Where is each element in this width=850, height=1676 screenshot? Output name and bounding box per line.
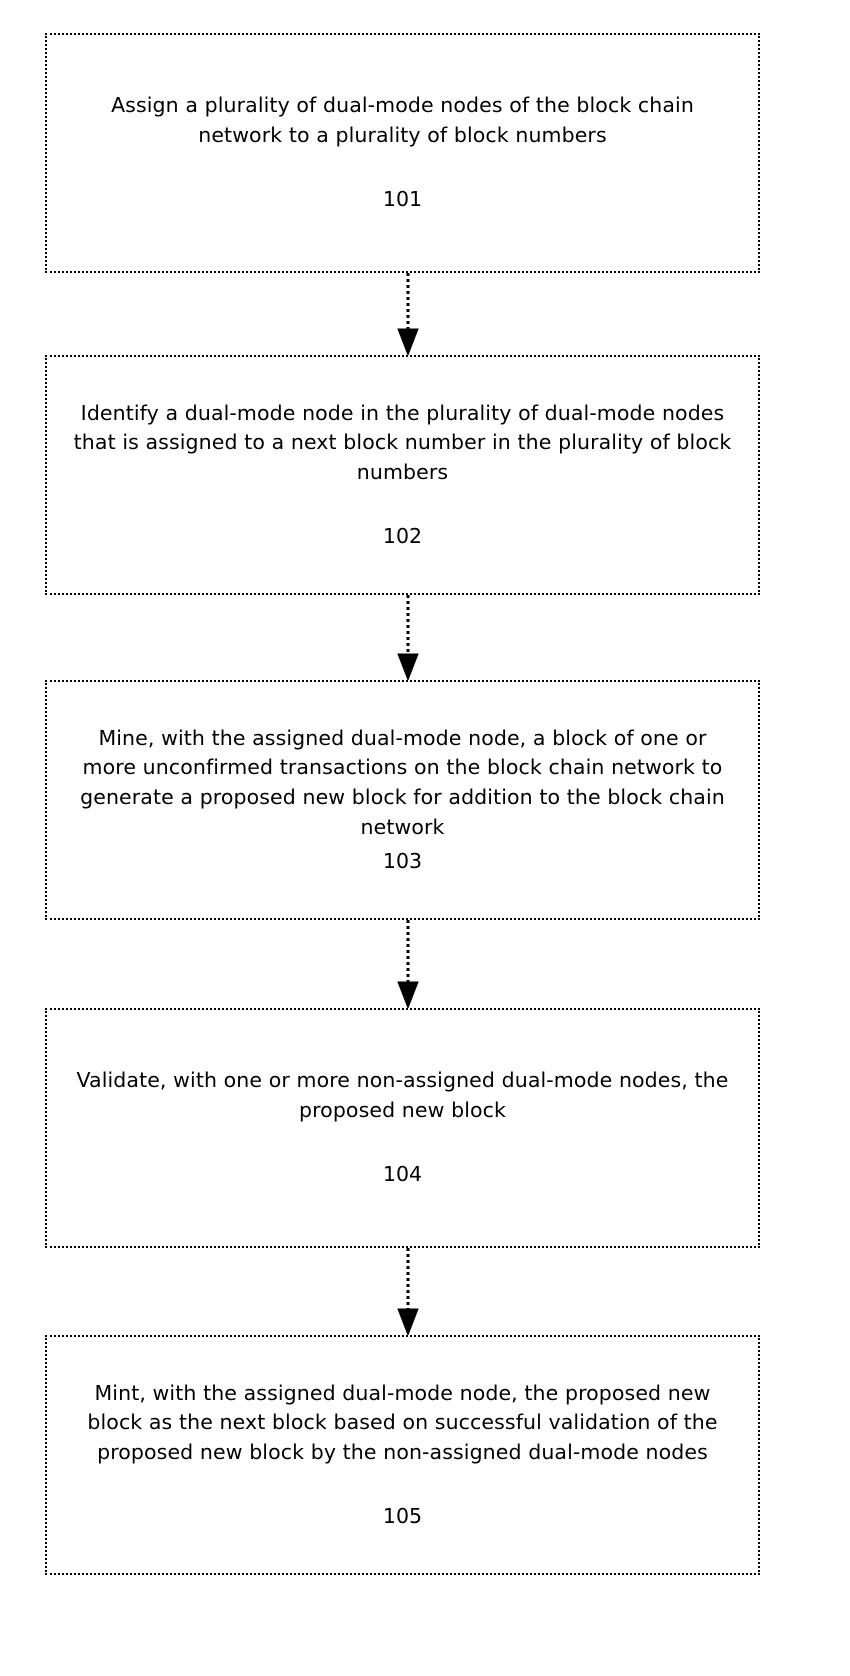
flowchart-step-101 <box>45 33 760 273</box>
step-105-text: Mint, with the assigned dual-mode node, the proposed new block as the next block based on successful validation of the proposed new block by the non-assigned dual-mode nodes <box>87 1380 718 1464</box>
step-104-number: 104 <box>382 1161 423 1186</box>
step-103-number: 103 <box>382 848 423 873</box>
flowchart-step-104 <box>45 1008 760 1248</box>
connector-arrow-104-105 <box>395 1248 421 1335</box>
flowchart-step-105 <box>45 1335 760 1575</box>
step-102-number: 102 <box>382 523 423 548</box>
connector-arrow-103-104 <box>395 920 421 1008</box>
step-101-text: Assign a plurality of dual-mode nodes of the block chain network to a plurality of block numbers <box>111 93 694 148</box>
step-105-number: 105 <box>382 1503 423 1528</box>
connector-arrow-101-102 <box>395 273 421 355</box>
connector-arrow-102-103 <box>395 595 421 680</box>
step-104-text: Validate, with one or more non-assigned dual-mode nodes, the proposed new block <box>76 1068 729 1123</box>
step-102-text: Identify a dual-mode node in the plurality of dual-mode nodes that is assigned to a next block number in the plurality of block numbers <box>73 400 732 484</box>
step-101-number: 101 <box>382 186 423 211</box>
step-103-text: Mine, with the assigned dual-mode node, a block of one or more unconfirmed transactions on the block chain network to generate a proposed new block for addition to the block chain network <box>80 725 725 839</box>
flowchart-step-102 <box>45 355 760 595</box>
flowchart-step-103 <box>45 680 760 920</box>
